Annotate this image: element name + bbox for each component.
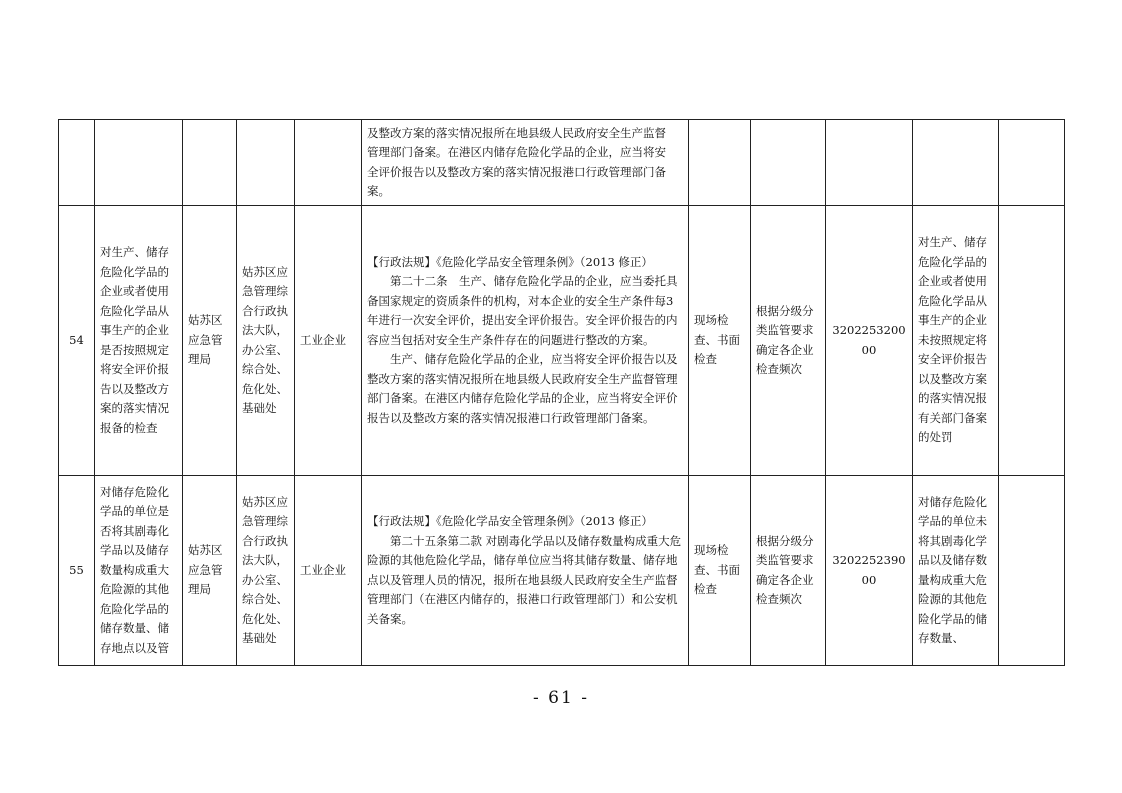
target-cell bbox=[295, 120, 362, 206]
law-line: 及整改方案的落实情况报所在地县级人民政府安全生产监督 bbox=[367, 125, 666, 140]
table-row bbox=[59, 206, 1065, 476]
code-cell: 320225320000 bbox=[826, 206, 913, 476]
method-cell bbox=[689, 120, 751, 206]
dept-cell: 姑苏区应急管理综合行政执法大队，办公室、综合处、危化处、基础处 bbox=[237, 476, 295, 666]
method-cell: 现场检查、书面检查 bbox=[689, 206, 751, 476]
penalty-cell: 对生产、储存危险化学品的企业或者使用危险化学品从事生产的企业未按照规定将安全评价报告以及整改方案的落实情况报有关部门备案的处罚 bbox=[913, 206, 999, 476]
law-cell bbox=[362, 120, 689, 206]
method-cell: 现场检查、书面检查 bbox=[689, 476, 751, 666]
freq-cell: 根据分级分类监管要求确定各企业检查频次 bbox=[751, 206, 826, 476]
table-row bbox=[59, 476, 1065, 666]
law-paragraph: 第二十二条 生产、储存危险化学品的企业，应当委托具备国家规定的资质条件的机构，对本企业的安全生产条件每3 年进行一次安全评价，提出安全评价报告。安全评价报告的内容应当包括对安全生产条件存在的问题进行整改的方案。 bbox=[367, 274, 678, 347]
law-cell bbox=[362, 476, 689, 666]
law-line: 案。 bbox=[367, 184, 390, 198]
note-cell bbox=[999, 120, 1065, 206]
freq-cell: 根据分级分类监管要求确定各企业检查频次 bbox=[751, 476, 826, 666]
law-line: 管理部门备案。在港区内储存危险化学品的企业，应当将安 bbox=[367, 145, 666, 159]
penalty-cell bbox=[913, 120, 999, 206]
code-cell bbox=[826, 120, 913, 206]
freq-cell bbox=[751, 120, 826, 206]
law-title: 【行政法规】《危险化学品安全管理条例》（2013 修正） bbox=[367, 514, 653, 528]
seq-cell bbox=[59, 120, 95, 206]
target-cell: 工业企业 bbox=[295, 476, 362, 666]
seq-cell: 55 bbox=[59, 476, 95, 666]
law-title: 【行政法规】《危险化学品安全管理条例》（2013 修正） bbox=[367, 254, 653, 269]
table-row bbox=[59, 120, 1065, 206]
code-cell: 320225239000 bbox=[826, 476, 913, 666]
seq-cell: 54 bbox=[59, 206, 95, 476]
law-cell bbox=[362, 206, 689, 476]
agency-cell: 姑苏区应急管理局 bbox=[183, 476, 237, 666]
note-cell bbox=[999, 476, 1065, 666]
note-cell bbox=[999, 206, 1065, 476]
item-cell bbox=[95, 120, 183, 206]
law-line: 全评价报告以及整改方案的落实情况报港口行政管理部门备 bbox=[367, 164, 666, 179]
item-cell: 对生产、储存危险化学品的企业或者使用危险化学品从事生产的企业是否按照规定将安全评价报告以及整改方案的落实情况报备的检查 bbox=[95, 206, 183, 476]
item-cell: 对储存危险化学品的单位是否将其剧毒化学品以及储存数量构成重大危险源的其他危险化学品的储存数量、储存地点以及管 bbox=[95, 476, 183, 666]
page-number: - 61 - bbox=[533, 688, 589, 708]
enforcement-items-table bbox=[58, 119, 1065, 666]
agency-cell: 姑苏区应急管理局 bbox=[183, 206, 237, 476]
target-cell: 工业企业 bbox=[295, 206, 362, 476]
dept-cell bbox=[237, 120, 295, 206]
dept-cell: 姑苏区应急管理综合行政执法大队，办公室、综合处、危化处、基础处 bbox=[237, 206, 295, 476]
agency-cell bbox=[183, 120, 237, 206]
penalty-cell: 对储存危险化学品的单位未将其剧毒化学品以及储存数量构成重大危险源的其他危险化学品的储存数量、 bbox=[913, 476, 999, 666]
law-paragraph: 生产、储存危险化学品的企业，应当将安全评价报告以及整改方案的落实情况报所在地县级人民政府安全生产监督管理部门备案。在港区内储存危险化学品的企业，应当将安全评价报告以及整改方案的落实情况报港口行政管理部门备案。 bbox=[367, 352, 678, 425]
law-paragraph: 第二十五条第二款 对剧毒化学品以及储存数量构成重大危险源的其他危险化学品，储存单位应当将其储存数量、储存地点以及管理人员的情况，报所在地县级人民政府安全生产监督管理部门（在港区内储存的，报港口行政管理部门）和公安机关备案。 bbox=[367, 533, 682, 626]
